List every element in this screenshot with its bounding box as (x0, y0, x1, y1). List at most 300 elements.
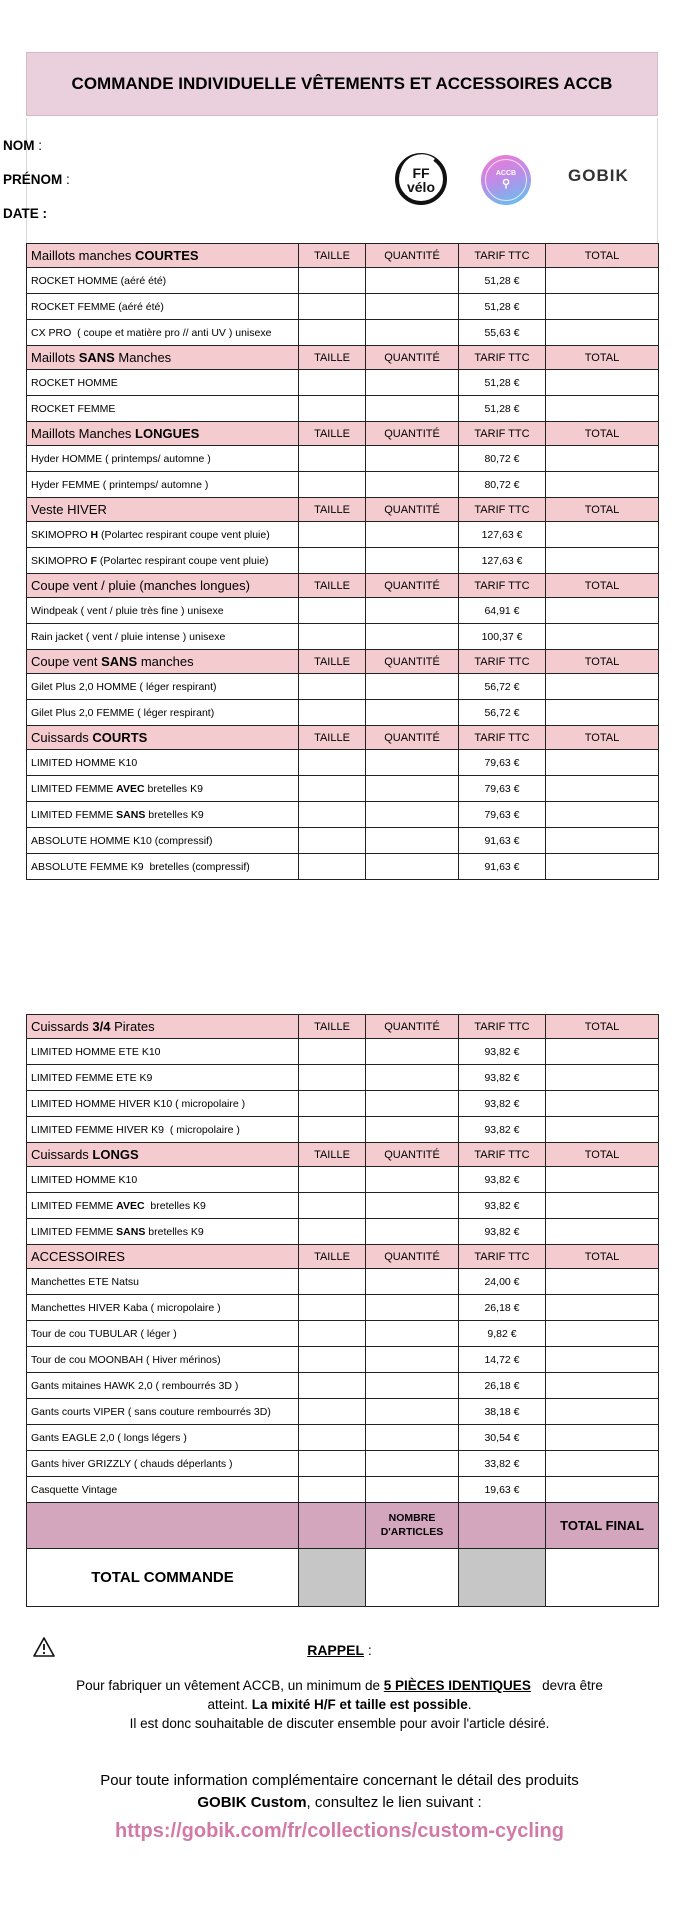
product-name (27, 396, 299, 422)
product-row (27, 854, 659, 880)
section-title-bold: LONGS (92, 1147, 139, 1162)
quantite-input[interactable] (366, 1321, 459, 1347)
column-header-total: TOTAL (546, 244, 659, 268)
quantite-input[interactable] (366, 1091, 459, 1117)
product-row (27, 1219, 659, 1245)
section-title-text: Coupe vent / pluie (manches longues) (31, 578, 250, 593)
accb-logo (481, 155, 531, 205)
product-name-text: Gants EAGLE 2,0 ( longs légers ) (31, 1431, 187, 1444)
total-input[interactable] (546, 268, 659, 294)
product-row (27, 446, 659, 472)
nom-field[interactable]: NOM : (3, 138, 43, 153)
quantite-input[interactable] (366, 854, 459, 880)
taille-input[interactable] (299, 624, 366, 650)
column-header-quantite: QUANTITÉ (366, 1143, 459, 1167)
product-row (27, 522, 659, 548)
product-name (27, 1091, 299, 1117)
column-header-taille: TAILLE (299, 498, 366, 522)
product-name (27, 1117, 299, 1143)
column-header-taille: TAILLE (299, 1143, 366, 1167)
total-input[interactable] (546, 1321, 659, 1347)
total-input[interactable] (546, 1425, 659, 1451)
total-input[interactable] (546, 294, 659, 320)
column-header-quantite: QUANTITÉ (366, 1245, 459, 1269)
product-price: 91,63 € (459, 854, 546, 880)
section-title-text: Maillots (31, 350, 79, 365)
section-title (27, 650, 299, 674)
product-row (27, 1167, 659, 1193)
taille-input[interactable] (299, 1193, 366, 1219)
product-name (27, 1425, 299, 1451)
summary-row (27, 1549, 659, 1607)
section-title-text: Coupe vent (31, 654, 102, 669)
section-title (27, 574, 299, 598)
total-input[interactable] (546, 548, 659, 574)
section-header-row (27, 422, 659, 446)
total-input[interactable] (546, 854, 659, 880)
product-name (27, 1193, 299, 1219)
order-table-page1 (26, 243, 659, 880)
product-price: 9,82 € (459, 1321, 546, 1347)
product-price: 51,28 € (459, 268, 546, 294)
product-price: 93,82 € (459, 1193, 546, 1219)
quantite-input[interactable] (366, 1167, 459, 1193)
product-name-bold: AVEC (116, 782, 145, 795)
taille-input[interactable] (299, 854, 366, 880)
taille-input[interactable] (299, 1399, 366, 1425)
product-row (27, 598, 659, 624)
product-price: 80,72 € (459, 446, 546, 472)
product-price: 19,63 € (459, 1477, 546, 1503)
quantite-input[interactable] (366, 598, 459, 624)
product-price: 51,28 € (459, 370, 546, 396)
taille-input[interactable] (299, 1065, 366, 1091)
product-name (27, 1219, 299, 1245)
product-name (27, 674, 299, 700)
taille-input[interactable] (299, 1373, 366, 1399)
product-row (27, 750, 659, 776)
total-input[interactable] (546, 1477, 659, 1503)
taille-input[interactable] (299, 700, 366, 726)
section-title-post: manches (137, 654, 194, 669)
total-input[interactable] (546, 776, 659, 802)
product-name-text: LIMITED FEMME (31, 1199, 117, 1212)
product-name-post: bretelles K9 (145, 1225, 204, 1238)
page-title-text: COMMANDE INDIVIDUELLE VÊTEMENTS ET ACCESSOIRES ACCB (71, 74, 613, 93)
taille-input[interactable] (299, 1477, 366, 1503)
column-header-quantite: QUANTITÉ (366, 346, 459, 370)
quantite-input[interactable] (366, 268, 459, 294)
nombre-articles-input[interactable] (366, 1549, 459, 1607)
rappel-line2-text: atteint. (207, 1697, 252, 1712)
section-title-bold: SANS (78, 350, 115, 365)
product-row (27, 1451, 659, 1477)
quantite-input[interactable] (366, 1477, 459, 1503)
column-header-total: TOTAL (546, 346, 659, 370)
taille-input[interactable] (299, 1347, 366, 1373)
info-line2-post: , consultez le lien suivant : (306, 1794, 482, 1811)
product-row (27, 1373, 659, 1399)
column-header-tarif: TARIF TTC (459, 1245, 546, 1269)
product-name (27, 1451, 299, 1477)
column-header-total: TOTAL (546, 574, 659, 598)
taille-input[interactable] (299, 370, 366, 396)
section-title-bold: COURTES (135, 248, 199, 263)
rappel-line-1 (0, 1676, 679, 1695)
product-price: 91,63 € (459, 828, 546, 854)
column-header-tarif: TARIF TTC (459, 244, 546, 268)
column-header-tarif: TARIF TTC (459, 498, 546, 522)
product-name (27, 522, 299, 548)
total-input[interactable] (546, 446, 659, 472)
summary-header-empty (459, 1503, 546, 1549)
product-name-post: bretelles K9 (144, 782, 203, 795)
column-header-total: TOTAL (546, 650, 659, 674)
taille-input[interactable] (299, 268, 366, 294)
rappel-note (0, 1676, 679, 1733)
summary-header-row (27, 1503, 659, 1549)
column-header-tarif: TARIF TTC (459, 346, 546, 370)
quantite-input[interactable] (366, 674, 459, 700)
product-row (27, 1193, 659, 1219)
column-header-taille: TAILLE (299, 726, 366, 750)
quantite-input[interactable] (366, 828, 459, 854)
column-header-taille: TAILLE (299, 244, 366, 268)
product-price: 93,82 € (459, 1219, 546, 1245)
quantite-input[interactable] (366, 320, 459, 346)
product-name-text: LIMITED HOMME K10 (31, 756, 138, 769)
taille-input[interactable] (299, 522, 366, 548)
total-input[interactable] (546, 370, 659, 396)
total-input[interactable] (546, 828, 659, 854)
quantite-input[interactable] (366, 1347, 459, 1373)
product-row (27, 1321, 659, 1347)
product-name (27, 624, 299, 650)
taille-input[interactable] (299, 1167, 366, 1193)
product-name-text: Gants courts VIPER ( sans couture rembourrés 3D) (31, 1405, 271, 1418)
column-header-quantite: QUANTITÉ (366, 1015, 459, 1039)
total-input[interactable] (546, 1193, 659, 1219)
total-input[interactable] (546, 700, 659, 726)
section-title-text: Veste HIVER (31, 502, 107, 517)
product-price: 33,82 € (459, 1451, 546, 1477)
quantite-input[interactable] (366, 472, 459, 498)
quantite-input[interactable] (366, 548, 459, 574)
quantite-input[interactable] (366, 776, 459, 802)
gobik-logo: GOBIK (568, 166, 629, 185)
gobik-custom-link[interactable]: https://gobik.com/fr/collections/custom-cycling (115, 1820, 564, 1842)
section-title (27, 1015, 299, 1039)
product-name-text: Gants hiver GRIZZLY ( chauds déperlants ) (31, 1457, 233, 1470)
quantite-input[interactable] (366, 1039, 459, 1065)
taille-input[interactable] (299, 1295, 366, 1321)
taille-input[interactable] (299, 750, 366, 776)
product-price: 26,18 € (459, 1295, 546, 1321)
column-header-taille: TAILLE (299, 1245, 366, 1269)
product-price: 79,63 € (459, 776, 546, 802)
product-name (27, 268, 299, 294)
quantite-input[interactable] (366, 1117, 459, 1143)
taille-input[interactable] (299, 802, 366, 828)
taille-input[interactable] (299, 598, 366, 624)
total-input[interactable] (546, 1039, 659, 1065)
column-header-quantite: QUANTITÉ (366, 650, 459, 674)
column-header-total: TOTAL (546, 498, 659, 522)
product-name-text: ROCKET HOMME (31, 376, 118, 389)
product-name-text: Hyder HOMME ( printemps/ automne ) (31, 452, 211, 465)
product-name (27, 1347, 299, 1373)
product-row (27, 828, 659, 854)
taille-input[interactable] (299, 776, 366, 802)
total-input[interactable] (546, 674, 659, 700)
section-title-text: Cuissards (31, 1147, 93, 1162)
taille-input[interactable] (299, 828, 366, 854)
ff-velo-logo (394, 152, 448, 206)
quantite-input[interactable] (366, 624, 459, 650)
quantite-input[interactable] (366, 396, 459, 422)
product-name-text: Gilet Plus 2,0 HOMME ( léger respirant) (31, 680, 217, 693)
rappel-title (0, 1642, 679, 1658)
column-header-total: TOTAL (546, 422, 659, 446)
product-price: 93,82 € (459, 1039, 546, 1065)
product-name (27, 1399, 299, 1425)
total-input[interactable] (546, 472, 659, 498)
quantite-input[interactable] (366, 446, 459, 472)
taille-input[interactable] (299, 294, 366, 320)
product-name-text: LIMITED FEMME HIVER K9 ( micropolaire ) (31, 1123, 240, 1136)
section-header-row (27, 574, 659, 598)
taille-input[interactable] (299, 674, 366, 700)
quantite-input[interactable] (366, 1193, 459, 1219)
total-input[interactable] (546, 1451, 659, 1477)
product-name (27, 1039, 299, 1065)
column-header-quantite: QUANTITÉ (366, 498, 459, 522)
product-price: 14,72 € (459, 1347, 546, 1373)
product-price: 79,63 € (459, 802, 546, 828)
taille-input[interactable] (299, 1219, 366, 1245)
total-commande-label: TOTAL COMMANDE (27, 1549, 299, 1607)
quantite-input[interactable] (366, 750, 459, 776)
product-row (27, 396, 659, 422)
product-name-bold: H (90, 528, 99, 541)
product-name-text: ROCKET HOMME (aéré été) (31, 274, 167, 287)
quantite-input[interactable] (366, 1425, 459, 1451)
rappel-line1-bold: 5 PIÈCES IDENTIQUES (383, 1678, 531, 1693)
product-name-bold: SANS (116, 1225, 146, 1238)
quantite-input[interactable] (366, 522, 459, 548)
column-header-tarif: TARIF TTC (459, 574, 546, 598)
info-line-2 (0, 1792, 679, 1814)
product-name-text: CX PRO ( coupe et matière pro // anti UV ) unisexe (31, 326, 272, 339)
product-name-text: ABSOLUTE FEMME K9 bretelles (compressif) (31, 860, 250, 873)
quantite-input[interactable] (366, 370, 459, 396)
section-header-row (27, 1015, 659, 1039)
date-field[interactable] (3, 206, 47, 221)
taille-input[interactable] (299, 320, 366, 346)
rappel-line2-bold: La mixité H/F et taille est possible (251, 1697, 468, 1712)
prenom-field[interactable]: PRÉNOM : (3, 172, 70, 187)
product-name-text: LIMITED HOMME HIVER K10 ( micropolaire ) (31, 1097, 246, 1110)
ff-logo-text-top: FF (412, 165, 430, 181)
column-header-total: TOTAL (546, 1015, 659, 1039)
taille-input[interactable] (299, 548, 366, 574)
total-input[interactable] (546, 396, 659, 422)
section-header-row (27, 650, 659, 674)
total-final-input[interactable] (546, 1549, 659, 1607)
column-header-total: TOTAL (546, 1245, 659, 1269)
taille-input[interactable] (299, 1091, 366, 1117)
quantite-input[interactable] (366, 1399, 459, 1425)
total-input[interactable] (546, 522, 659, 548)
total-input[interactable] (546, 1167, 659, 1193)
section-title-text: Maillots Manches (31, 426, 136, 441)
total-input[interactable] (546, 624, 659, 650)
product-row (27, 1269, 659, 1295)
column-header-total: TOTAL (546, 726, 659, 750)
total-input[interactable] (546, 1117, 659, 1143)
product-row (27, 1091, 659, 1117)
taille-input[interactable] (299, 1425, 366, 1451)
product-name-bold: SANS (116, 808, 146, 821)
section-title (27, 346, 299, 370)
quantite-input[interactable] (366, 1269, 459, 1295)
product-price: 127,63 € (459, 522, 546, 548)
total-input[interactable] (546, 598, 659, 624)
quantite-input[interactable] (366, 1373, 459, 1399)
rappel-line-2 (0, 1695, 679, 1714)
taille-input[interactable] (299, 1117, 366, 1143)
column-header-tarif: TARIF TTC (459, 1143, 546, 1167)
product-price: 127,63 € (459, 548, 546, 574)
column-header-taille: TAILLE (299, 346, 366, 370)
product-name-text: ROCKET FEMME (aéré été) (31, 300, 164, 313)
total-input[interactable] (546, 320, 659, 346)
taille-input[interactable] (299, 446, 366, 472)
taille-input[interactable] (299, 1039, 366, 1065)
taille-input[interactable] (299, 472, 366, 498)
product-name (27, 1167, 299, 1193)
rappel-line1-text: Pour fabriquer un vêtement ACCB, un minimum de (76, 1678, 384, 1693)
product-row (27, 1065, 659, 1091)
total-input[interactable] (546, 1399, 659, 1425)
quantite-input[interactable] (366, 1295, 459, 1321)
section-header-row (27, 1245, 659, 1269)
identity-block (26, 118, 658, 243)
column-header-taille: TAILLE (299, 422, 366, 446)
product-name-text: ABSOLUTE HOMME K10 (compressif) (31, 834, 213, 847)
product-row (27, 776, 659, 802)
taille-input[interactable] (299, 1451, 366, 1477)
product-row (27, 1477, 659, 1503)
product-name-text: Hyder FEMME ( printemps/ automne ) (31, 478, 209, 491)
column-header-quantite: QUANTITÉ (366, 574, 459, 598)
product-price: 51,28 € (459, 294, 546, 320)
product-price: 56,72 € (459, 674, 546, 700)
column-header-taille: TAILLE (299, 1015, 366, 1039)
quantite-input[interactable] (366, 1065, 459, 1091)
info-line-1: Pour toute information complémentaire concernant le détail des produits (100, 1772, 579, 1789)
section-title (27, 1143, 299, 1167)
product-name (27, 472, 299, 498)
product-price: 51,28 € (459, 396, 546, 422)
total-final-header: TOTAL FINAL (546, 1503, 659, 1549)
quantite-input[interactable] (366, 1451, 459, 1477)
section-title-bold: LONGUES (135, 426, 200, 441)
column-header-taille: TAILLE (299, 574, 366, 598)
product-name-post: bretelles K9 (144, 1199, 206, 1212)
order-table-page2 (26, 1014, 659, 1607)
total-input[interactable] (546, 1373, 659, 1399)
product-row (27, 294, 659, 320)
product-name-text: LIMITED HOMME K10 (31, 1173, 138, 1186)
taille-input[interactable] (299, 396, 366, 422)
total-input[interactable] (546, 1295, 659, 1321)
summary-grey-cell (459, 1549, 546, 1607)
section-title-bold: SANS (101, 654, 138, 669)
section-title-bold: COURTS (92, 730, 148, 745)
product-price: 38,18 € (459, 1399, 546, 1425)
total-input[interactable] (546, 802, 659, 828)
total-input[interactable] (546, 1219, 659, 1245)
total-input[interactable] (546, 750, 659, 776)
product-price: 24,00 € (459, 1269, 546, 1295)
product-row (27, 1295, 659, 1321)
product-row (27, 268, 659, 294)
product-price: 55,63 € (459, 320, 546, 346)
prenom-label: PRÉNOM (3, 172, 63, 187)
taille-input[interactable] (299, 1269, 366, 1295)
quantite-input[interactable] (366, 802, 459, 828)
quantite-input[interactable] (366, 1219, 459, 1245)
product-row (27, 674, 659, 700)
bicycle-icon: ⚲ (501, 178, 511, 190)
product-name (27, 294, 299, 320)
product-price: 30,54 € (459, 1425, 546, 1451)
total-input[interactable] (546, 1347, 659, 1373)
product-name (27, 320, 299, 346)
section-header-row (27, 1143, 659, 1167)
section-header-row (27, 244, 659, 268)
product-name (27, 598, 299, 624)
product-price: 93,82 € (459, 1117, 546, 1143)
info-line2-bold: GOBIK Custom (197, 1794, 307, 1811)
column-header-tarif: TARIF TTC (459, 422, 546, 446)
product-name-text: Gants mitaines HAWK 2,0 ( rembourrés 3D ) (31, 1379, 239, 1392)
product-name (27, 776, 299, 802)
product-row (27, 1425, 659, 1451)
product-price: 79,63 € (459, 750, 546, 776)
section-title (27, 726, 299, 750)
quantite-input[interactable] (366, 700, 459, 726)
column-header-taille: TAILLE (299, 650, 366, 674)
quantite-input[interactable] (366, 294, 459, 320)
product-name (27, 1065, 299, 1091)
taille-input[interactable] (299, 1321, 366, 1347)
product-name (27, 802, 299, 828)
product-row (27, 370, 659, 396)
date-label: DATE : (3, 206, 47, 221)
total-input[interactable] (546, 1091, 659, 1117)
info-block (0, 1770, 679, 1814)
product-name-post: (Polartec respirant coupe vent pluie) (98, 528, 270, 541)
rappel-line1-post: devra être (530, 1678, 603, 1693)
total-input[interactable] (546, 1065, 659, 1091)
rappel-title-text: RAPPEL (307, 1642, 364, 1658)
product-row (27, 1039, 659, 1065)
total-input[interactable] (546, 1269, 659, 1295)
product-name (27, 1321, 299, 1347)
section-title-post: Manches (114, 350, 172, 365)
